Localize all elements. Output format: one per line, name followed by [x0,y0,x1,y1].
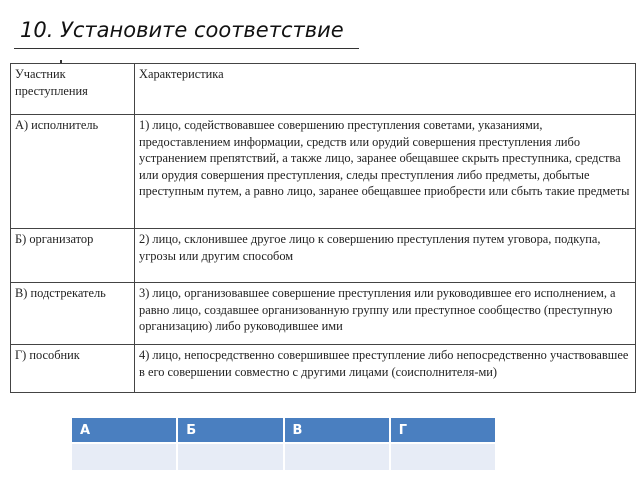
table-row [11,229,636,283]
header-characteristic: Характеристика [135,64,636,115]
title-underline [14,48,359,49]
participant-cell: Г) пособник [11,345,135,393]
description-cell: 2) лицо, склонившее другое лицо к совершению преступления путем уговора, подкупа, угрозы или другим способом [135,229,636,283]
answer-cell-b[interactable] [177,443,283,471]
table-header-row [11,64,636,115]
answer-letter-v: В [284,417,390,443]
participant-cell: В) подстрекатель [11,283,135,345]
answer-cell-g[interactable] [390,443,496,471]
page-title: 10. Установите соответствие [20,18,344,42]
participant-cell: А) исполнитель [11,115,135,229]
answer-header-row [71,417,496,443]
header-participant: Участник преступления [11,64,135,115]
answer-table [70,416,497,472]
answer-cell-a[interactable] [71,443,177,471]
answer-letter-b: Б [177,417,283,443]
description-cell: 1) лицо, содействовавшее совершению преступления советами, указаниями, предоставлением информации, средств или орудий совершения преступления либо устранением препятствий, а также лицо, заранее обещавшее скрыть преступника, средства или орудия совершения преступления, следы преступления либо предметы, добытые преступным путем, а равно лицо, заранее обещавшее приобрести или сбыть такие предметы [135,115,636,229]
table-row [11,115,636,229]
participant-cell: Б) организатор [11,229,135,283]
answer-input-row [71,443,496,471]
table-row [11,283,636,345]
answer-cell-v[interactable] [284,443,390,471]
matching-table [10,63,636,393]
description-cell: 3) лицо, организовавшее совершение преступления или руководившее его исполнением, а равно лицо, создавшее организованную группу или преступное сообщество (преступную организацию) либо руководившее ими [135,283,636,345]
description-cell: 4) лицо, непосредственно совершившее преступление либо непосредственно участвовавшее в его совершении совместно с другими лицами (соисполнителя-ми) [135,345,636,393]
answer-letter-a: А [71,417,177,443]
answer-letter-g: Г [390,417,496,443]
table-row [11,345,636,393]
